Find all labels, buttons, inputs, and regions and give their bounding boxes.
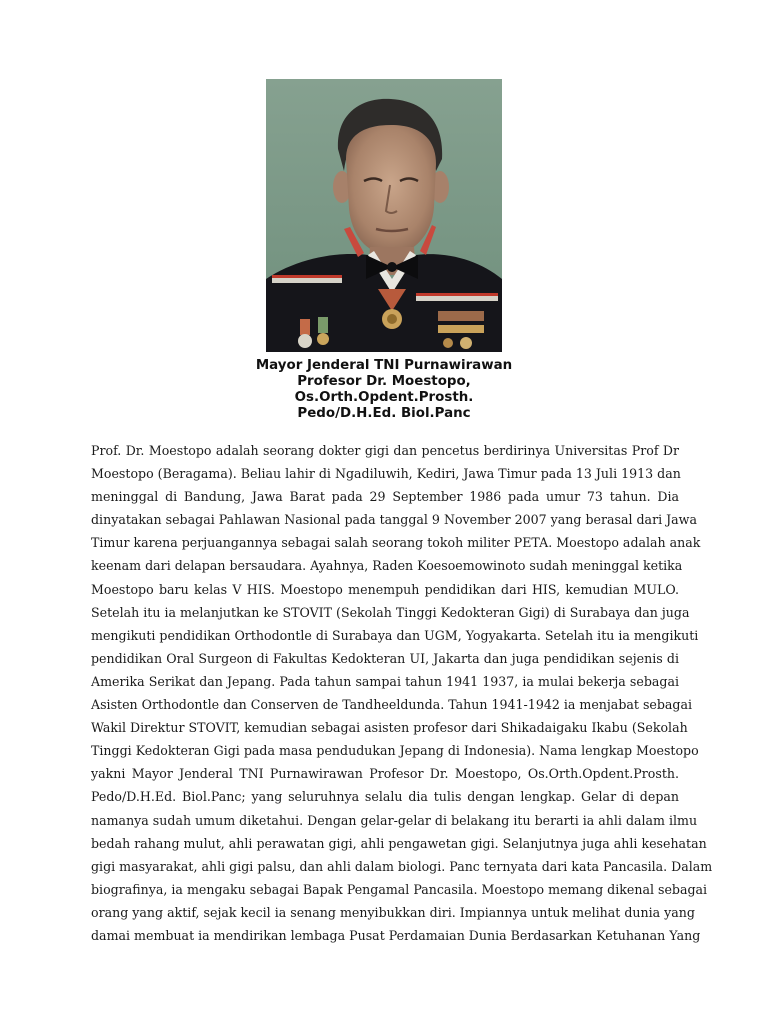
- portrait-photo: [266, 79, 502, 352]
- paragraph-line: Pedo/D.H.Ed. Biol.Panc; yang seluruhnya selalu dia tulis dengan lengkap. Gelar di depan: [91, 789, 679, 805]
- paragraph-line: gigi masyarakat, ahli gigi palsu, dan ahli dalam biologi. Panc ternyata dari kata Pancasila. Dalam: [91, 858, 713, 874]
- paragraph-line: Wakil Direktur STOVIT, kemudian sebagai asisten profesor dari Shikadaigaku Ikabu (Sekolah: [91, 720, 688, 736]
- paragraph-line: Moestopo (Beragama). Beliau lahir di Ngadiluwih, Kediri, Jawa Timur pada 13 Juli 1913 dan: [91, 466, 681, 482]
- paragraph-line: Prof. Dr. Moestopo adalah seorang dokter gigi dan pencetus berdirinya Universitas Prof Dr: [91, 443, 679, 458]
- paragraph-line: biografinya, ia mengaku sebagai Bapak Pengamal Pancasila. Moestopo memang dikenal sebagai: [91, 881, 708, 897]
- paragraph-line: yakni Mayor Jenderal TNI Purnawirawan Profesor Dr. Moestopo, Os.Orth.Opdent.Prosth.: [91, 766, 679, 782]
- paragraph-line: Timur karena perjuangannya sebagai salah seorang tokoh militer PETA. Moestopo adalah anak: [91, 535, 701, 551]
- caption-line-degrees: Os.Orth.Opdent.Prosth.: [294, 390, 474, 405]
- paragraph-line: meninggal di Bandung, Jawa Barat pada 29 September 1986 pada umur 73 tahun. Dia: [91, 489, 679, 505]
- paragraph-line: mengikuti pendidikan Orthodontle di Surabaya dan UGM, Yogyakarta. Setelah itu ia mengikuti: [91, 627, 699, 643]
- paragraph-line: Moestopo baru kelas V HIS. Moestopo menempuh pendidikan dari HIS, kemudian MULO.: [91, 581, 679, 597]
- paragraph-line: keenam dari delapan bersaudara. Ayahnya, Raden Koesoemowinoto sudah meninggal ketika: [91, 558, 683, 574]
- caption-line-rank: Mayor Jenderal TNI Purnawirawan: [255, 358, 513, 373]
- paragraph-line: dinyatakan sebagai Pahlawan Nasional pada tanggal 9 November 2007 yang berasal dari Jawa: [91, 512, 697, 528]
- paragraph-line: Tinggi Kedokteran Gigi pada masa pendudukan Jepang di Indonesia). Nama lengkap Moestopo: [91, 743, 699, 759]
- caption-line-title: Profesor Dr. Moestopo,: [297, 374, 471, 389]
- caption-line-degrees-cont: Pedo/D.H.Ed. Biol.Panc: [297, 406, 471, 421]
- paragraph-line: Asisten Orthodontle dan Conserven de Tandheeldunda. Tahun 1941-1942 ia menjabat sebagai: [91, 697, 693, 713]
- photo-caption: [150, 358, 618, 422]
- paragraph-line: damai membuat ia mendirikan lembaga Pusat Perdamaian Dunia Berdasarkan Ketuhanan Yang: [91, 927, 701, 943]
- paragraph-line: Setelah itu ia melanjutkan ke STOVIT (Sekolah Tinggi Kedokteran Gigi) di Surabaya dan juga: [91, 604, 690, 620]
- paragraph-line: bedah rahang mulut, ahli perawatan gigi, ahli pengawetan gigi. Selanjutnya juga ahli kesehatan: [91, 835, 707, 851]
- paragraph-line: Amerika Serikat dan Jepang. Pada tahun sampai tahun 1941 1937, ia mulai bekerja sebagai: [91, 673, 679, 689]
- paragraph-line: orang yang aktif, sejak kecil ia senang menyibukkan diri. Impiannya untuk melihat dunia yang: [91, 904, 695, 920]
- paragraph-line: pendidikan Oral Surgeon di Fakultas Kedokteran UI, Jakarta dan juga pendidikan sejenis di: [91, 650, 679, 666]
- biography-paragraph: [91, 439, 713, 947]
- paragraph-line: namanya sudah umum diketahui. Dengan gelar-gelar di belakang itu berarti ia ahli dalam ilmu: [91, 812, 698, 828]
